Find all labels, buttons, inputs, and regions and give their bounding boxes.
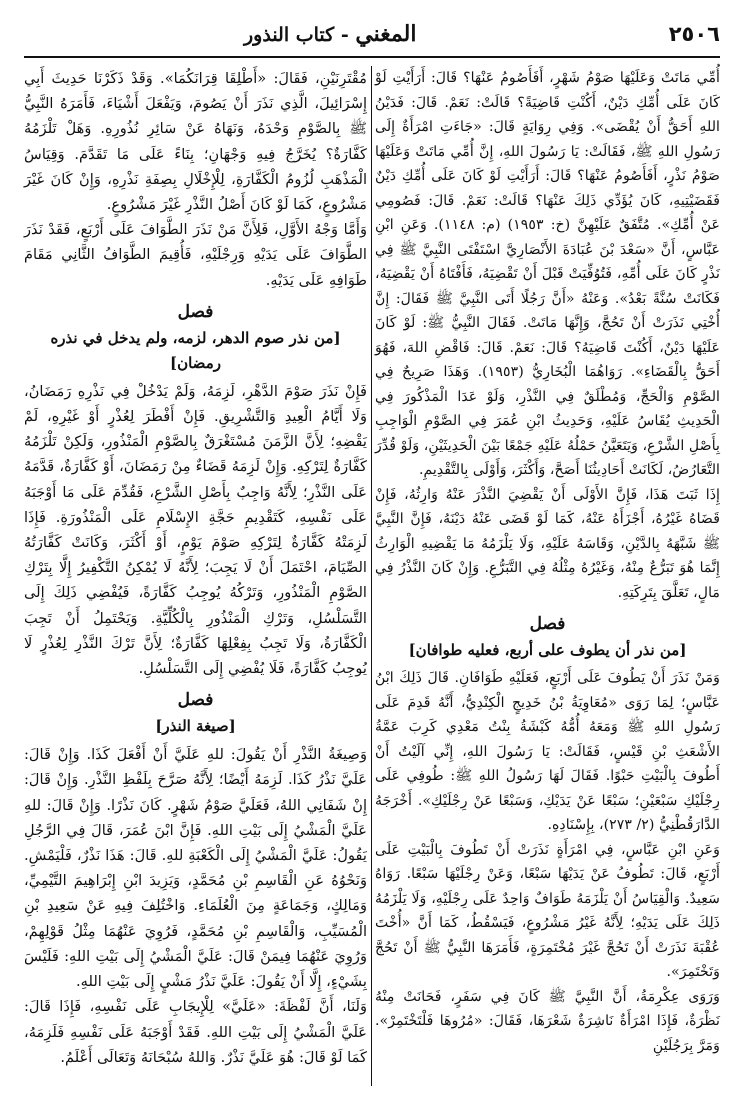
body-paragraph: فَإِنْ نَذَرَ صَوْمَ الدَّهْرِ، لَزِمَهُ، وَلَمْ يَدْخُلْ فِي نَذْرِهِ رَمَضَانُ، وَلَا أَيَّامُ الْعِيدِ وَالتَّشْرِيقِ. فَإِنْ أَفْطَرَ لِعُذْرٍ أَوْ غَيْرِهِ، لَمْ يَقْضِهِ؛ لِأَنَّ الزَّمَنَ مُسْتَغْرَقٌ بِالصَّوْمِ الْمَنْذُورِ، وَلَكِنْ تَلْزَمُهُ كَفَّارَةٌ لِتَرْكِهِ. وَإِنْ لَزِمَهُ قَضَاءٌ مِنْ رَمَضَانَ، أَوْ كَفَّارَةٌ، قَدَّمَهُ عَلَى النَّذْرِ؛ لِأَنَّهُ وَاجِبٌ بِأَصْلِ الشَّرْعِ، فَقُدِّمَ عَلَى مَا أَوْجَبَهُ عَلَى نَفْسِهِ، كَتَقْدِيمِ حَجَّةِ الإِسْلَامِ عَلَى الْمَنْذُورَةِ. فَإِذَا لَزِمَتْهُ كَفَّارَةٌ لِتَرْكِهِ صَوْمَ يَوْمٍ، أَوْ أَكْثَرَ، وَكَانَتْ كَفَّارَتُهُ الصِّيَامَ، احْتَمَلَ أَنْ لَا يَجِبَ؛ لِأَنَّهُ لَا يُمْكِنُ التَّكْفِيرُ إِلَّا بِتَرْكِ الصَّوْمِ الْمَنْذُورِ، وَتَرْكُهُ يُوجِبُ كَفَّارَةً، فَيُفْضِي ذَلِكَ إِلَى التَّسَلْسُلِ، وَتَرْكِ الْمَنْذُورِ بِالْكُلِّيَّةِ. وَيَحْتَمِلُ أَنْ تَجِبَ الْكَفَّارَةُ، وَلَا تَجِبُ بِفِعْلِهَا كَفَّارَةٌ؛ لِأَنَّ تَرْكَ النَّذْرِ لِعُذْرٍ لَا يُوجِبُ كَفَّارَةً، فَلَا يُفْضِي إِلَى التَّسَلْسُلِ. <box>24 382 367 678</box>
left-column <box>24 66 367 1070</box>
book-name: المغني <box>355 21 417 47</box>
body-paragraph: وَأَمَّا وَجْهُ الأَوَّلِ، فَلِأَنَّ مَنْ نَذَرَ الطَّوَافَ عَلَى أَرْبَعٍ، فَقَدْ نَذَرَ الطَّوَافَ عَلَى يَدَيْهِ وَرِجْلَيْهِ، فَأُقِيمَ الطَّوَافُ الثَّانِي مَقَامَ طَوَافِهِ عَلَى يَدَيْهِ. <box>24 221 367 289</box>
body-paragraph: مُقْتَرِنَيْنِ، فَقَالَ: «أَطْلِقَا قِرَانَكُمَا». وَقَدْ ذَكَرْنَا حَدِيثَ أَبِي إِسْرَائِيلَ، الَّذِي نَذَرَ أَنْ يَصُومَ، وَيَفْعَلَ أَشْيَاءَ، فَأَمَرَهُ النَّبِيُّ ﷺ بِالصَّوْمِ وَحْدَهُ، وَنَهَاهُ عَنْ سَائِرِ نُذُورِهِ. وَهَلْ تَلْزَمُهُ كَفَّارَةٌ؟ يُخَرَّجُ فِيهِ وَجْهَانِ؛ بِنَاءً عَلَى مَا تَقَدَّمَ. وَقِيَاسُ الْمَذْهَبِ لُزُومُ الْكَفَّارَةِ، لِلْإِخْلَالِ بِصِفَةِ نَذْرِهِ، وَإِنْ كَانَ غَيْرَ مَشْرُوعٍ، كَمَا لَوْ كَانَ أَصْلُ النَّذْرِ غَيْرَ مَشْرُوعٍ. <box>24 70 367 214</box>
section-heading: فصل <box>177 301 214 322</box>
running-title: المغني - كتاب النذور <box>244 21 417 47</box>
body-paragraph: وَعَنِ ابْنِ عَبَّاسٍ، فِي امْرَأَةٍ نَذَرَتْ أَنْ تَطُوفَ بِالْبَيْتِ عَلَى أَرْبَعٍ، قَالَ: تَطُوفُ عَنْ يَدَيْهَا سَبْعًا، وَعَنْ رِجْلَيْهَا سَبْعًا. رَوَاهُ سَعِيدٌ. وَالْقِيَاسُ أَنْ يَلْزَمَهُ طَوَافٌ وَاحِدٌ عَلَى رِجْلَيْهِ، وَلَا يَلْزَمُهُ ذَلِكَ عَلَى يَدَيْهِ؛ لِأَنَّهُ غَيْرُ مَشْرُوعٍ، فَيَسْقُطُ، كَمَا أَنَّ «أُخْتَ عُقْبَةَ نَذَرَتْ أَنْ تَحُجَّ غَيْرَ مُخْتَمِرَةٍ، فَأَمَرَهَا النَّبِيُّ ﷺ أَنْ تَحُجَّ وَتَخْتَمِرَ». <box>375 841 720 980</box>
section-heading: فصل <box>529 614 566 634</box>
body-paragraph: وَصِيغَةُ النَّذْرِ أَنْ يَقُولَ: للهِ عَلَيَّ أَنْ أَفْعَلَ كَذَا. وَإِنْ قَالَ: عَلَيَّ نَذْرُ كَذَا. لَزِمَهُ أَيْضًا؛ لِأَنَّهُ صَرَّحَ بِلَفْظِ النَّذْرِ. وَإِنْ قَالَ: إِنْ شَفَانِي اللهُ، فَعَلَيَّ صَوْمُ شَهْرٍ. كَانَ نَذْرًا. وَإِنْ قَالَ: للهِ عَلَيَّ الْمَشْيُ إِلَى بَيْتِ اللهِ. فَإِنَّ ابْنَ عُمَرَ، قَالَ فِي الرَّجُلِ يَقُولُ: عَلَيَّ الْمَشْيُ إِلَى الْكَعْبَةِ للهِ. قَالَ: هَذَا نَذْرٌ، فَلْيَمْشِ. وَنَحْوُهُ عَنِ الْقَاسِمِ بْنِ مُحَمَّدٍ، وَيَزِيدَ ابْنِ إِبْرَاهِيمَ التَّيْمِيِّ، وَمَالِكٍ، وَجَمَاعَةٍ مِنَ الْعُلَمَاءِ. وَاخْتُلِفَ فِيهِ عَنْ سَعِيدِ بْنِ الْمُسَيِّبِ، وَالْقَاسِمِ بْنِ مُحَمَّدٍ، فَرُوِيَ عَنْهُمَا مِثْلُ قَوْلِهِمْ، وَرُوِيَ عَنْهُمَا فِيمَنْ قَالَ: عَلَيَّ الْمَشْيُ إِلَى بَيْتِ اللهِ: فَلَيْسَ بِشَيْءٍ، إِلَّا أَنْ يَقُولَ: عَلَيَّ نَذْرُ مَشْيٍ إِلَى بَيْتِ اللهِ. <box>24 746 367 991</box>
body-paragraph: أُمِّي مَاتَتْ وَعَلَيْهَا صَوْمُ شَهْرٍ، أَفَأَصُومُ عَنْهَا؟ قَالَ: أَرَأَيْتِ لَوْ كَانَ عَلَى أُمِّكِ دَيْنٌ، أَكُنْتِ قَاضِيَةً؟ قَالَتْ: نَعَمْ. قَالَ: فَدَيْنُ اللهِ أَحَقُّ أَنْ يُقْضَى». وَفِي رِوَايَةٍ قَالَ: «جَاءَتِ امْرَأَةٌ إِلَى رَسُولِ اللهِ ﷺ، فَقَالَتْ: يَا رَسُولَ اللهِ، إِنَّ أُمِّي مَاتَتْ وَعَلَيْهَا صَوْمُ نَذْرٍ، أَفَأَصُومُ عَنْهَا؟ قَالَ: أَرَأَيْتِ لَوْ كَانَ عَلَى أُمِّكِ دَيْنٌ فَقَضَيْتِيهِ، كَانَ يُؤَدِّي ذَلِكَ عَنْهَا؟ قَالَتْ: نَعَمْ. قَالَ: فَصُومِي عَنْ أُمِّكِ». مُتَّفَقٌ عَلَيْهِنَّ (خ: ١٩٥٣) (م: ١١٤٨). وَعَنِ ابْنِ عَبَّاسٍ، أَنَّ «سَعْدَ بْنَ عُبَادَةَ الأَنْصَارِيَّ اسْتَفْتَى النَّبِيَّ ﷺ فِي نَذْرٍ كَانَ عَلَى أُمِّهِ، فَتُوُفِّيَتْ قَبْلَ أَنْ تَقْضِيَهُ، فَأَفْتَاهُ أَنْ يَقْضِيَهُ، فَكَانَتْ سُنَّةً بَعْدُ». وَعَنْهُ «أَنَّ رَجُلًا أَتَى النَّبِيَّ ﷺ فَقَالَ: إِنَّ أُخْتِي نَذَرَتْ أَنْ تَحُجَّ، وَإِنَّهَا مَاتَتْ. فَقَالَ النَّبِيُّ ﷺ: لَوْ كَانَ عَلَيْهَا دَيْنٌ، أَكُنْتَ قَاضِيَهُ؟ قَالَ: نَعَمْ. قَالَ: فَاقْضِ اللهَ، فَهُوَ أَحَقُّ بِالْقَضَاءِ». رَوَاهُمَا الْبُخَارِيُّ (١٩٥٣). وَهَذَا صَرِيحٌ فِي الصَّوْمِ وَالْحَجِّ، وَمُطْلَقٌ فِي النَّذْرِ، وَلَوْ عَدَا الْمَذْكُورَ فِي الْحَدِيثِ يُقَاسُ عَلَيْهِ، وَحَدِيثُ ابْنِ عُمَرَ فِي الصَّوْمِ الْوَاجِبِ بِأَصْلِ الشَّرْعِ، وَيَتَعَيَّنُ حَمْلُهُ عَلَيْهِ جَمْعًا بَيْنَ الْحَدِيثَيْنِ، وَلَوْ قُدِّرَ التَّعَارُضُ، لَكَانَتْ أَحَادِيثُنَا أَصَحَّ، وَأَكْثَرَ، وَأَوْلَى بِالتَّقْدِيمِ. <box>375 70 720 478</box>
section-subtitle: [من نذر صوم الدهر، لزمه، ولم يدخل في نذره رمضان] <box>50 328 341 372</box>
right-column <box>375 66 720 1058</box>
body-paragraph: وَمَنْ نَذَرَ أَنْ يَطُوفَ عَلَى أَرْبَعٍ، فَعَلَيْهِ طَوَافَانِ. قَالَ ذَلِكَ ابْنُ عَبَّاسٍ؛ لِمَا رَوَى «مُعَاوِيَةُ بْنُ خَدِيجٍ الْكِنْدِيُّ، أَنَّهُ قَدِمَ عَلَى رَسُولِ اللهِ ﷺ وَمَعَهُ أُمُّهُ كَبْشَةُ بِنْتُ مَعْدِي كَرِبَ عَمَّةُ الأَشْعَثِ بْنِ قَيْسٍ، فَقَالَتْ: يَا رَسُولَ اللهِ، إِنِّي آلَيْتُ أَنْ أَطُوفَ بِالْبَيْتِ حَبْوًا. فَقَالَ لَهَا رَسُولُ اللهِ ﷺ: طُوفِي عَلَى رِجْلَيْكِ سَبْعَيْنِ؛ سَبْعًا عَنْ يَدَيْكِ، وَسَبْعًا عَنْ رِجْلَيْكِ». أَخْرَجَهُ الدَّارَقُطْنِيُّ (٢/ ٢٧٣)، بِإِسْنَادِهِ. <box>375 670 720 833</box>
body-paragraph: وَرَوَى عِكْرِمَةُ، أَنَّ النَّبِيَّ ﷺ كَانَ فِي سَفَرٍ، فَحَانَتْ مِنْهُ نَظْرَةٌ، فَإِذَا امْرَأَةٌ نَاشِرَةٌ شَعْرَهَا، فَقَالَ: «مُرُوهَا فَلْتَخْتَمِرْ». وَمَرَّ بِرَجُلَيْنِ <box>375 988 720 1054</box>
page-header <box>24 14 720 54</box>
chapter-name: كتاب النذور <box>244 24 335 46</box>
section-subtitle: [صيغة النذر] <box>155 717 236 736</box>
section-heading: فصل <box>177 690 214 711</box>
header-rule <box>24 56 720 58</box>
column-divider <box>371 66 372 1086</box>
section-subtitle: [من نذر أن يطوف على أربع، فعليه طوافان] <box>408 641 687 659</box>
body-paragraph: إِذَا ثَبَتَ هَذَا، فَإِنَّ الأَوْلَى أَنْ يَقْضِيَ النَّذْرَ عَنْهُ وَارِثُهُ، فَإِنْ قَضَاهُ غَيْرُهُ، أَجْزَأَهُ عَنْهُ، كَمَا لَوْ قَضَى عَنْهُ دَيْنَهُ، فَإِنَّ النَّبِيَّ ﷺ شَبَّهَهُ بِالدَّيْنِ، وَقَاسَهُ عَلَيْهِ، وَلَا يَلْزَمُهُ مَا يَقْضِيهِ الْوَارِثُ إِنَّمَا هُوَ تَبَرُّعٌ مِنْهُ، وَغَيْرُهُ مِثْلُهُ فِي التَّبَرُّعِ. وَإِنْ كَانَ النَّذْرُ فِي مَالٍ، تَعَلَّقَ بِتَرِكَتِهِ. <box>375 486 720 601</box>
body-paragraph: وَلَنَا، أَنَّ لَفْظَةَ: «عَلَيَّ» لِلْإِيجَابِ عَلَى نَفْسِهِ، فَإِذَا قَالَ: عَلَيَّ الْمَشْيُ إِلَى بَيْتِ اللهِ. فَقَدْ أَوْجَبَهُ عَلَى نَفْسِهِ فَلَزِمَهُ، كَمَا لَوْ قَالَ: هُوَ عَلَيَّ نَذْرٌ. وَاللهُ سُبْحَانَهُ وَتَعَالَى أَعْلَمُ. <box>24 998 367 1066</box>
page-number: ٢٥٠٦ <box>668 22 720 46</box>
